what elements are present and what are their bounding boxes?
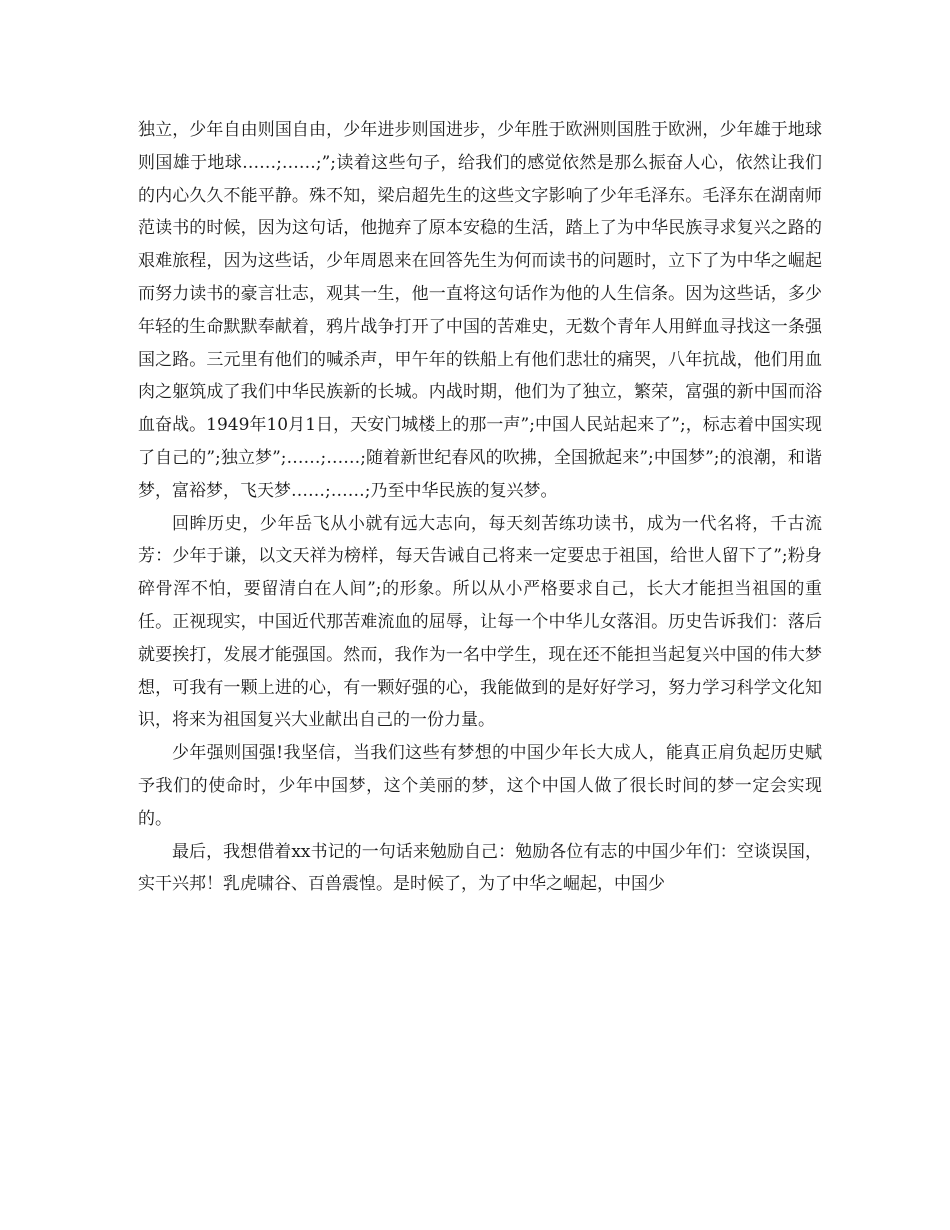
paragraph-3: 少年强则国强!我坚信，当我们这些有梦想的中国少年长大成人，能真正肩负起历史赋予我们的使命时，少年中国梦，这个美丽的梦，这个中国人做了很长时间的梦一定会实现的。: [138, 743, 822, 829]
paragraph-1: 独立，少年自由则国自由，少年进步则国进步，少年胜于欧洲则国胜于欧洲，少年雄于地球则国雄于地球……;……;”;读着这些句子，给我们的感觉依然是那么振奋人心，依然让我们的内心久久不能平静。殊不知，梁启超先生的这些文字影响了少年毛泽东。毛泽东在湖南师范读书的时候，因为这句话，他抛弃了原本安稳的生活，踏上了为中华民族寻求复兴之路的艰难旅程，因为这些话，少年周恩来在回答先生为何而读书的问题时，立下了为中华之崛起而努力读书的豪言壮志，观其一生，他一直将这句话作为他的人生信条。因为这些话，多少年轻的生命默默奉献着，鸦片战争打开了中国的苦难史，无数个青年人用鲜血寻找这一条强国之路。三元里有他们的喊杀声，甲午年的铁船上有他们悲壮的痛哭，八年抗战，他们用血肉之躯筑成了我们中华民族新的长城。内战时期，他们为了独立，繁荣，富强的新中国而浴血奋战。1949年10月1日，天安门城楼上的那一声”;中国人民站起来了”;，标志着中国实现了自己的”;独立梦”;……;……;随着新世纪春风的吹拂，全国掀起来”;中国梦”;的浪潮，和谐梦，富裕梦，飞天梦……;……;乃至中华民族的复兴梦。: [138, 120, 822, 501]
paragraph-2: 回眸历史，少年岳飞从小就有远大志向，每天刻苦练功读书，成为一代名将，千古流芳：少年于谦，以文天祥为榜样，每天告诫自己将来一定要忠于祖国，给世人留下了”;粉身碎骨浑不怕，要留清白在人间”;的形象。所以从小严格要求自己，长大才能担当祖国的重任。正视现实，中国近代那苦难流血的屈辱，让每一个中华儿女落泪。历史告诉我们：落后就要挨打，发展才能强国。然而，我作为一名中学生，现在还不能担当起复兴中国的伟大梦想，可我有一颗上进的心，有一颗好强的心，我能做到的是好好学习，努力学习科学文化知识，将来为祖国复兴大业献出自己的一份力量。: [138, 513, 822, 731]
document-body: [138, 114, 822, 901]
paragraph-4: 最后，我想借着xx书记的一句话来勉励自己：勉励各位有志的中国少年们：空谈误国，实干兴邦！乳虎啸谷、百兽震惶。是时候了，为了中华之崛起，中国少: [138, 841, 822, 895]
